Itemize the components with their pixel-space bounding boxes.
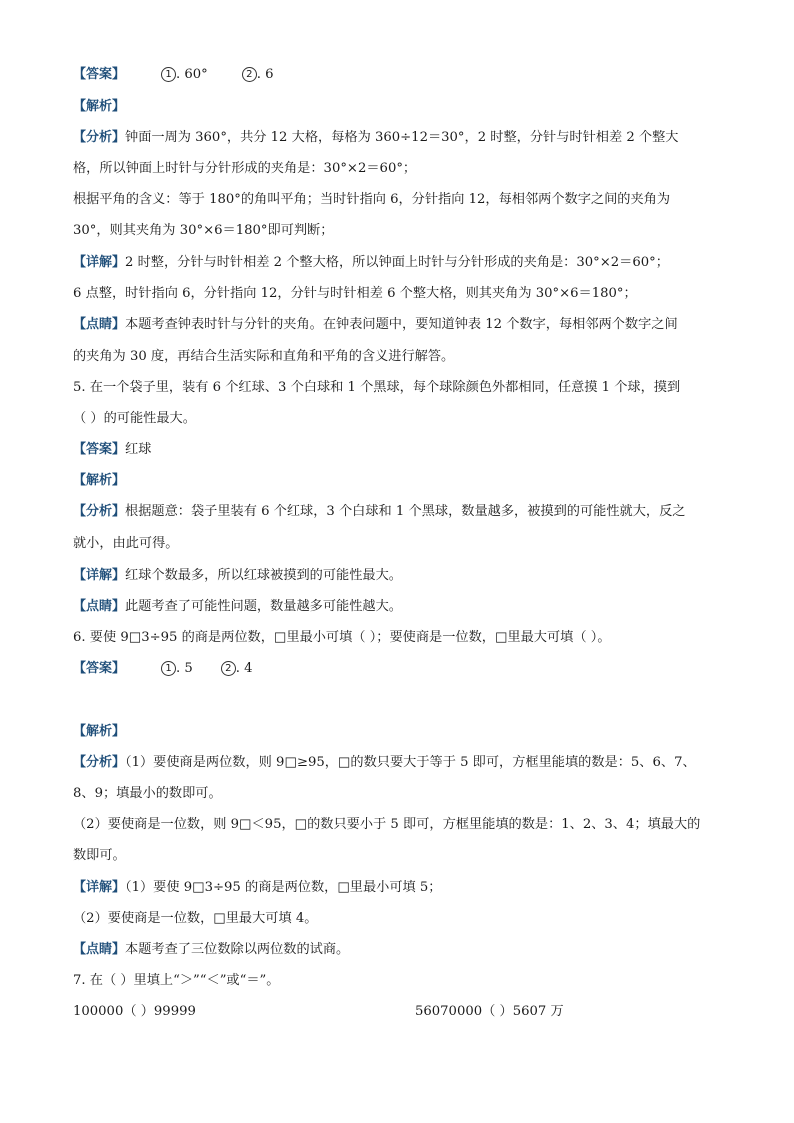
q6-dianjing-text: 本题考查了三位数除以两位数的试商。: [125, 942, 350, 957]
q6-fenxi-line-1: [73, 754, 696, 772]
q5-dianjing-text: 此题考查了可能性问题，数量越多可能性越大。: [125, 599, 402, 614]
q6-xiangjie-line-2: （2）要使商是一位数，□里最大可填 4。: [73, 911, 318, 926]
q5-answer: 红球: [125, 442, 152, 457]
q6-dianjing-line: [73, 941, 349, 959]
fenxi-tag: 【分析】: [73, 130, 126, 145]
q5-xiangjie-text: 红球个数最多，所以红球被摸到的可能性最大。: [125, 568, 402, 583]
q6-answer-line: [73, 660, 253, 678]
circled-number-2: 2: [221, 661, 236, 676]
xiangjie-tag: 【详解】: [73, 255, 126, 270]
q5-fenxi-text-1: 根据题意：袋子里装有 6 个红球，3 个白球和 1 个黑球，数量越多，被摸到的可能性就大，反之: [125, 504, 686, 519]
q5-fenxi-line-1: [73, 503, 685, 521]
analysis-tag: 【解析】: [73, 473, 126, 488]
q4-analysis-heading: [73, 98, 125, 116]
q4-dianjing-line-1: [73, 316, 678, 334]
circled-number-1: 1: [161, 67, 176, 82]
q6-fenxi-text-1: （1）要使商是两位数，则 9□≥95，□的数只要大于等于 5 即可，方框里能填的数是：5、6、7、: [125, 755, 696, 770]
q7-item-1: 100000（ ）99999: [73, 1004, 196, 1019]
q5-analysis-heading: [73, 472, 125, 490]
q5-stem-line-2: （ ）的可能性最大。: [73, 411, 196, 426]
q4-xiangjie-line-2: 6 点整，时针指向 6，分针指向 12，分针与时针相差 6 个整大格，则其夹角为 30°×6＝180°；: [73, 286, 637, 301]
q5-fenxi-line-2: 就小，由此可得。: [73, 536, 179, 551]
q4-answer-2: . 6: [256, 67, 274, 82]
answer-tag: 【答案】: [73, 661, 126, 676]
q4-fenxi-line-3: 根据平角的含义：等于 180°的角叫平角；当时针指向 6，分针指向 12，每相邻两个数字之间的夹角为: [73, 192, 671, 207]
q6-xiangjie-text-1: （1）要使 9□3÷95 的商是两位数，□里最小可填 5；: [125, 880, 442, 895]
q6-xiangjie-line-1: [73, 879, 442, 897]
q4-xiangjie-text-1: 2 时整，分针与时针相差 2 个整大格，所以钟面上时针与分针形成的夹角是：30°×2＝60°；: [125, 255, 669, 270]
q6-fenxi-line-4: 数即可。: [73, 848, 126, 863]
q4-fenxi-line-2: 格，所以钟面上时针与分针形成的夹角是：30°×2＝60°；: [73, 161, 417, 176]
fenxi-tag: 【分析】: [73, 504, 126, 519]
q4-answer-1: . 60°: [176, 67, 208, 82]
q7-stem: 7. 在（ ）里填上“＞”“＜”或“＝”。: [73, 973, 280, 988]
dianjing-tag: 【点睛】: [73, 942, 126, 957]
q5-dianjing-line: [73, 598, 402, 616]
q4-answer-line: [73, 66, 274, 84]
q5-stem-line-1: 5. 在一个袋子里，装有 6 个红球、3 个白球和 1 个黑球，每个球除颜色外都相同，任意摸 1 个球，摸到: [73, 380, 681, 395]
q6-fenxi-line-2: 8、9；填最小的数即可。: [73, 786, 222, 801]
circled-number-2: 2: [242, 67, 257, 82]
fenxi-tag: 【分析】: [73, 755, 126, 770]
q4-fenxi-line-4: 30°，则其夹角为 30°×6＝180°即可判断；: [73, 223, 334, 238]
q4-xiangjie-line-1: [73, 254, 669, 272]
q6-answer-2: . 4: [235, 661, 253, 676]
xiangjie-tag: 【详解】: [73, 568, 126, 583]
q7-item-2: 56070000（ ）5607 万: [415, 1004, 564, 1019]
q4-fenxi-text-1: 钟面一周为 360°，共分 12 大格，每格为 360÷12＝30°，2 时整，分针与时针相差 2 个整大: [125, 130, 679, 145]
analysis-tag: 【解析】: [73, 99, 126, 114]
q6-stem: 6. 要使 9□3÷95 的商是两位数，□里最小可填（ ）；要使商是一位数，□里最大可填（ ）。: [73, 630, 611, 645]
dianjing-tag: 【点睛】: [73, 599, 126, 614]
q4-dianjing-text-1: 本题考查钟表时针与分针的夹角。在钟表问题中，要知道钟表 12 个数字，每相邻两个数字之间: [125, 317, 678, 332]
q4-fenxi-line-1: [73, 129, 679, 147]
xiangjie-tag: 【详解】: [73, 880, 126, 895]
circled-number-1: 1: [161, 661, 176, 676]
analysis-tag: 【解析】: [73, 724, 126, 739]
answer-tag: 【答案】: [73, 67, 126, 82]
q6-analysis-heading: [73, 723, 125, 741]
q4-dianjing-line-2: 的夹角为 30 度，再结合生活实际和直角和平角的含义进行解答。: [73, 349, 455, 364]
q5-xiangjie-line: [73, 567, 402, 585]
dianjing-tag: 【点睛】: [73, 317, 126, 332]
answer-tag: 【答案】: [73, 442, 126, 457]
q6-answer-1: . 5: [176, 661, 193, 676]
q6-fenxi-line-3: （2）要使商是一位数，则 9□＜95，□的数只要小于 5 即可，方框里能填的数是：1、2、3、4；填最大的: [73, 817, 701, 832]
q5-answer-line: [73, 441, 151, 459]
